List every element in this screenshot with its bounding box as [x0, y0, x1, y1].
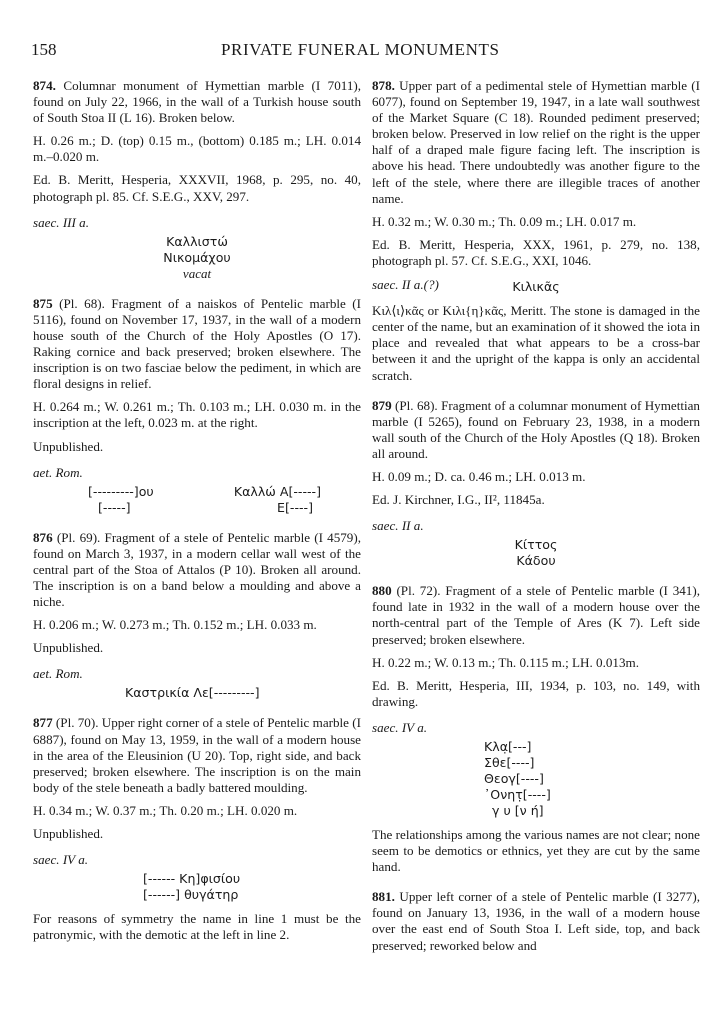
inscription-line: Κάδου: [516, 553, 556, 569]
entry-text: Fragment of a naiskos of Pentelic marble (I 5116), found on November 17, 1937, in the wall of a modern house south of the Church of the Holy Apostles (O 17). Raking cornice and back preserved; broken elsewhere. The inscription is on two fasciae below the pediment, in which are floral designs in relief.: [33, 295, 362, 392]
entry-description: [33, 530, 361, 610]
entry-878: [372, 78, 700, 384]
entry-date: saec. III a.: [33, 214, 89, 230]
entry-text: Upper left corner of a stele of Pentelic marble (I 3277), found on January 13, 1936, in the wall of a modern house over the east end of South Stoa I. Left side, top, and back preserved; reworked below and: [372, 889, 700, 953]
plate-ref: (Pl. 68).: [395, 397, 438, 413]
entry-dimensions: H. 0.264 m.; W. 0.261 m.; Th. 0.103 m.; LH. 0.030 m. in the inscription at the left, 0.023 m. at the right.: [33, 399, 361, 431]
entry-875: [33, 296, 361, 516]
entry-dimensions: H. 0.32 m.; W. 0.30 m.; Th. 0.09 m.; LH. 0.017 m.: [372, 213, 637, 229]
inscription-line: Καλλιστώ: [166, 233, 228, 249]
entry-dimensions: H. 0.206 m.; W. 0.273 m.; Th. 0.152 m.; LH. 0.033 m.: [33, 617, 317, 633]
inscription-line: γ υ [ν ή]: [492, 803, 544, 818]
inscription: [33, 234, 361, 282]
entry-description: [372, 889, 700, 953]
entry-number: 880: [372, 583, 392, 599]
plate-ref: (Pl. 70).: [55, 715, 99, 731]
entry-number: 874.: [33, 78, 56, 93]
inscription: [372, 739, 700, 819]
page-number: 158: [31, 40, 57, 59]
entry-edition: Ed. B. Meritt, Hesperia, XXXVII, 1968, p. 295, no. 40, photograph pl. 85. Cf. S.E.G., XXV, 297.: [33, 172, 361, 204]
entry-dimensions: H. 0.09 m.; D. ca. 0.46 m.; LH. 0.013 m.: [372, 468, 586, 484]
left-column: [33, 78, 361, 951]
entry-876: [33, 530, 361, 702]
inscription-line: [-----]: [98, 499, 131, 515]
entry-edition: Unpublished.: [33, 640, 104, 656]
entry-number: 878.: [372, 78, 395, 93]
entry-note: Κιλ⟨ι⟩κᾶς or Κιλι{η}κᾶς, Meritt. The stone is damaged in the center of the name, but an examination of it showed the iota in place and revealed that what appears to be a cross-bar between it and the upright of the kappa is only an accidental scratch.: [372, 303, 700, 383]
entry-881: [372, 889, 700, 953]
inscription-line: Θεογ[----]: [484, 771, 544, 786]
inscription-line: Καστρικία Λε[---------]: [125, 685, 260, 701]
entry-879: [372, 398, 700, 570]
inscription-line: Νικομάχου: [163, 249, 231, 265]
inscription-line: Κλα̣[---]: [484, 739, 532, 754]
entry-description: [33, 715, 361, 795]
right-column: [372, 78, 700, 962]
entry-877: [33, 715, 361, 943]
inscription: [33, 685, 361, 701]
inscription-line: [------ Κη]φισίου: [143, 871, 241, 887]
inscription-line: Ε[----]: [277, 499, 313, 515]
entry-dimensions: H. 0.22 m.; W. 0.13 m.; Th. 0.115 m.; LH. 0.013m.: [372, 654, 639, 670]
entry-date: saec. IV a.: [372, 719, 428, 735]
inscription-line: Σθε[----]: [484, 755, 535, 770]
entry-note: For reasons of symmetry the name in line 1 must be the patronymic, with the demotic at the left in line 2.: [33, 911, 361, 943]
entry-note: The relationships among the various names are not clear; none seem to be demotics or ethnics, yet they are cut by the same hand.: [372, 827, 700, 875]
entry-text: Fragment of a stele of Pentelic marble (I 4579), found on March 3, 1937, in a modern cellar wall west of the central part of the Stoa of Attalos (P 10). Broken all around. The inscription is on a band below a moulding and above a niche.: [33, 529, 361, 610]
entry-description: [33, 78, 361, 126]
entry-edition: Ed. J. Kirchner, I.G., II², 11845a.: [372, 492, 545, 508]
entry-description: [372, 398, 700, 462]
entry-description: [372, 78, 700, 207]
entry-date: saec. II a.: [372, 518, 424, 534]
inscription: [33, 871, 361, 903]
entry-description: [33, 296, 361, 393]
inscription-line: [---------]ου: [88, 483, 154, 499]
entry-dimensions: H. 0.26 m.; D. (top) 0.15 m., (bottom) 0.185 m.; LH. 0.014 m.–0.020 m.: [33, 133, 361, 165]
entry-number: 875: [33, 295, 53, 311]
running-title: PRIVATE FUNERAL MONUMENTS: [221, 40, 500, 59]
inscription: [33, 484, 361, 516]
entry-edition: Ed. B. Meritt, Hesperia, XXX, 1961, p. 279, no. 138, photograph pl. 57. Cf. S.E.G., XXI, 1046.: [372, 236, 700, 268]
entry-874: [33, 78, 361, 282]
entry-number: 879: [372, 397, 392, 413]
inscription-line: Κιλικᾶς: [512, 279, 560, 295]
plate-ref: (Pl. 72).: [396, 583, 441, 599]
plate-ref: (Pl. 69).: [56, 529, 101, 545]
inscription-vacat: vacat: [182, 265, 212, 281]
entry-date: saec. II a.(?): [372, 277, 439, 293]
entry-description: [372, 583, 700, 647]
entry-edition: Unpublished.: [33, 438, 104, 454]
entry-number: 876: [33, 529, 53, 545]
plate-ref: (Pl. 68).: [59, 295, 105, 311]
entry-dimensions: H. 0.34 m.; W. 0.37 m.; Th. 0.20 m.; LH. 0.020 m.: [33, 802, 298, 818]
inscription-line: ᾿Ονητ̣[----]: [484, 787, 551, 802]
entry-edition: Ed. B. Meritt, Hesperia, III, 1934, p. 103, no. 149, with drawing.: [372, 677, 700, 709]
entry-date: aet. Rom.: [33, 666, 83, 682]
inscription-line: Καλλώ Α[-----]: [233, 483, 321, 499]
entry-edition: Unpublished.: [33, 826, 104, 841]
inscription: [372, 537, 700, 569]
entry-text: Fragment of a stele of Pentelic marble (I 341), found late in 1932 in the wall of a modern house over the north-central part of the Temple of Ares (K 7). Left side preserved; broken elsewhere.: [372, 583, 700, 647]
entry-text: Upper part of a pedimental stele of Hymettian marble (I 6077), found on September 19, 1947, in a late wall southwest of the Market Square (C 18). Rounded pediment preserved; broken below. Preserved in low relief on the right is the upper half of a draped male figure facing left. The inscription is above his head. There undoubtedly was another figure to the left of the stele, where there are illegible traces of another name.: [372, 78, 700, 206]
entry-880: [372, 583, 700, 875]
entry-number: 881.: [372, 889, 395, 905]
entry-text: Columnar monument of Hymettian marble (I 7011), found on July 22, 1966, in the wall of a Turkish house south of South Stoa II (L 16). Broken below.: [33, 78, 361, 126]
inscription-line: Κίττος: [514, 537, 558, 553]
entry-text: Upper right corner of a stele of Pentelic marble (I 6887), found on May 13, 1959, in the wall of a modern house in the area of the Eleusinion (U 20). Top, right side, and back preserved; broken elsewhere. The inscription is on the main body of the stele beneath a badly battered moulding.: [33, 715, 361, 795]
entry-text: Fragment of a columnar monument of Hymettian marble (I 5265), found on February 23, 1938, in a modern wall south of the Church of the Holy Apostles (Q 18). Broken all around.: [372, 397, 700, 461]
entry-date: aet. Rom.: [33, 464, 83, 480]
entry-date: saec. IV a.: [33, 852, 89, 868]
inscription-line: [------] θυγάτηρ: [143, 887, 239, 903]
running-header: [31, 42, 693, 64]
entry-number: 877: [33, 715, 53, 731]
